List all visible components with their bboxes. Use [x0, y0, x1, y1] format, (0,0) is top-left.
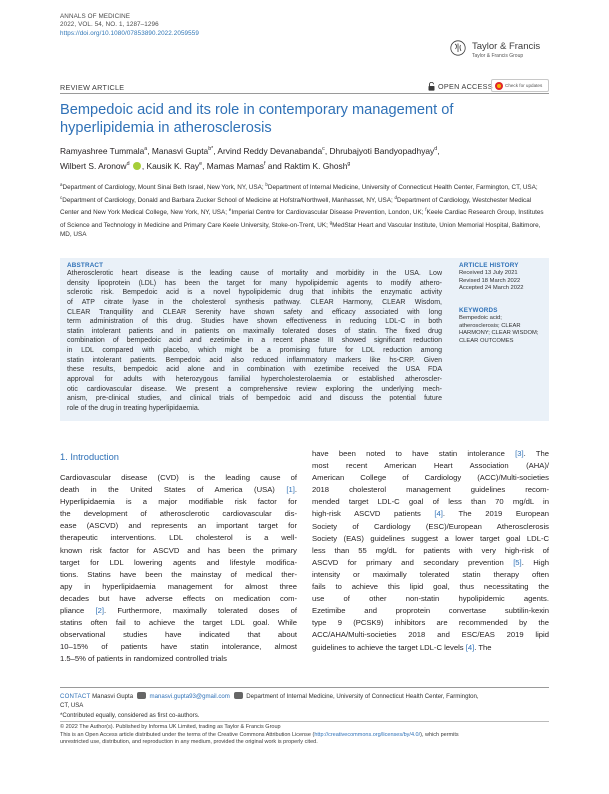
body-column-left [60, 472, 297, 666]
body-right-line: less than 55 mg/dL for patients with very high-risk of [312, 545, 549, 555]
body-right-line: mended target LDL-C goal of less than 70 mg/dL in [312, 497, 549, 507]
body-left-line: therapeutic interventions. LDL cholesterol is a well- [60, 533, 297, 543]
body-left-line: target for LDL lowering agents and lifestyle modifica- [60, 557, 297, 567]
body-right-line: use of other non-statin hypolipidemic agents. [312, 594, 549, 604]
title-line-2: hyperlipidemia in atherosclerosis [60, 120, 272, 136]
body-left-line: 1.5–5% of patients in randomized controlled trials [60, 654, 227, 664]
citation-link[interactable]: [4] [465, 642, 475, 652]
abstract-line: otic cardiovascular disease. We present a comprehensive review exploring the underlying mech- [67, 385, 442, 393]
abstract-line: approval for adults with heterozygous familial hypercholesterolaemia or established atheroscler- [67, 375, 442, 383]
body-right-line: high-risk ASCVD patients [4]. The 2019 European [312, 509, 549, 519]
publisher-sub: Taylor & Francis Group [472, 53, 524, 59]
body-right-line: type 9 (PCSK9) inhibitors are recommended by the [312, 618, 549, 628]
keyword-line: Bempedoic acid; [459, 315, 502, 321]
open-access-label: OPEN ACCESS [438, 82, 493, 91]
body-right-line: intensity or maximally tolerated statin therapy often [312, 569, 549, 579]
abstract-line: sclerotic risk. Bempedoic acid is a novel hypolipidemic drug that inhibits the enzymatic activity [67, 289, 442, 297]
body-left-line: observational studies have indicated that about [60, 630, 297, 640]
author[interactable]: Manasvi Gupta$^{b*}$ [151, 145, 214, 156]
body-left-line: death in the United States of America (USA) [1]. [60, 485, 297, 495]
body-column-right [312, 448, 549, 654]
abstract-line: density lipoprotein (LDL) has been the target for many hypolipidemic agents to modify athero- [67, 279, 442, 287]
abstract-line: anism, pre-clinical studies, and clinical trials of bempedoic acid and discuss the potential future [67, 395, 442, 403]
license-url[interactable]: http://creativecommons.org/licenses/by/4.0/ [314, 731, 421, 738]
abstract-text [67, 269, 442, 413]
address-icon [234, 692, 243, 699]
contact-info [60, 692, 549, 710]
citation-link[interactable]: [1] [286, 485, 295, 495]
license-text [60, 724, 549, 747]
abstract-line: CLEAR Tranquillity and CLEAR Serenity have shown safety and efficacy associated with long [67, 308, 442, 316]
article-type: REVIEW ARTICLE [60, 83, 125, 92]
author[interactable]: Dhrubajyoti Bandyopadhyay$^d$ [329, 145, 438, 156]
contribution-note: *Contributed equally, considered as first co-authors. [60, 712, 200, 719]
body-right-line: ASCVD for primary and secondary prevention [5]. High [312, 557, 549, 567]
abstract-line: Atherosclerotic heart disease is the leading cause of mortality and morbidity in the USA. Low [67, 270, 442, 277]
author[interactable]: Kausik K. Ray$^e$ [146, 160, 203, 171]
author[interactable]: Wilbert S. Aronow$^d$ [60, 160, 130, 171]
author[interactable]: Mamas Mamas$^f$ [206, 160, 266, 171]
publisher-name: Taylor & Francis [472, 41, 541, 52]
abstract-line: statin intolerant patients. Bempedoic acid also reduced inflammatory markers like hs-CRP. Given [67, 356, 442, 364]
license-divider [60, 721, 549, 722]
orcid-icon[interactable] [133, 162, 141, 170]
body-left-line: Cardiovascular disease (CVD) is the leading cause of [60, 473, 297, 482]
citation-link[interactable]: [4] [434, 509, 443, 519]
received-date: Received 13 July 2021 [459, 270, 518, 276]
keyword-line: HARMONY; CLEAR WISDOM; [459, 330, 539, 336]
body-right-line: 2018 cholesterol management guidelines recom- [312, 485, 549, 495]
author[interactable]: Raktim K. Ghosh$^g$ [284, 160, 351, 171]
abstract-line: in LDL compared with placebo, which might be a promising future for LDL reduction among [67, 347, 442, 354]
check-updates-label: Check for updates [505, 83, 543, 88]
abstract-heading: ABSTRACT [67, 262, 104, 269]
body-right-line: Ezetimibe and proprotein convertase subtilin-kexin [312, 606, 549, 616]
check-updates-button[interactable] [491, 79, 549, 92]
journal-name: ANNALS OF MEDICINE [60, 13, 131, 20]
citation-link[interactable]: [5] [513, 557, 522, 567]
affiliations: $^a$Department of Cardiology, Mount Sinai Beth Israel, New York, NY, USA; $^b$Department of Internal Medicine, University of Connecticut Health Center, Farmington, CT, USA; $^c$Department of Cardiology, Donald and Barbara Zucker School of Medicine at Hofstra/Northwell, Manhasset, NY, USA; $^d$Department of Cardiology, Westchester Medical Center and New York Medical College, New York, NY, USA; $^e$Imperial Centre for Cardiovascular Disease Prevention, London, UK; $^f$Keele Cardiac Research Group, Institutes of Science and Technology in Medicine and Primary Care Keele University, Stoke-on-Trent, UK; $^g$MedStar Heart and Vascular Institute, Union Memorial Hospital, Baltimore, MD, USA [60, 182, 544, 239]
copyright-line: © 2022 The Author(s). Published by Informa UK Limited, trading as Taylor & Francis Group [60, 724, 281, 730]
footer-divider [60, 687, 549, 688]
article-history-heading: ARTICLE HISTORY [459, 262, 519, 269]
revised-date: Revised 18 March 2022 [459, 277, 521, 284]
body-right-line: ACC/AHA/Multi-societies 2018 and ESC/EAS 2019 lipid [312, 630, 549, 640]
taylor-francis-logo-icon [450, 40, 466, 56]
abstract-line: role of the drug in treating hyperlipidaemia. [67, 404, 200, 412]
contact-address-2: CT, USA [60, 701, 84, 709]
contact-name: Manasvi Gupta [92, 693, 134, 700]
abstract-line: combination of bempedoic acid and ezetimibe in a recent phase III showed significant reduction [67, 337, 442, 345]
abstract-line: statin intolerant patients and in patients on maximally tolerated doses of statin. The fixed drug [67, 327, 442, 335]
body-left-line: ease (ASCVD) and represents an important target for [60, 521, 297, 531]
email-icon [137, 692, 146, 699]
doi-link[interactable]: https://doi.org/10.1080/07853890.2022.2059559 [60, 29, 199, 37]
article-history [459, 270, 544, 293]
license-line-3: unrestricted use, distribution, and reproduction in any medium, provided the original work is properly cited. [60, 739, 318, 746]
author[interactable]: Arvind Reddy Devanabanda$^c$ [217, 145, 325, 156]
body-right-line: guidelines to achieve the target LDL-C levels [4]. The [312, 642, 492, 652]
article-title [60, 101, 549, 137]
crossmark-icon [495, 82, 503, 90]
citation-link[interactable]: [2] [95, 606, 104, 616]
body-right-line: have been noted to have statin intolerance [3]. The [312, 449, 549, 458]
body-left-line: statins often fail to achieve the target LDL goal. While [60, 618, 297, 628]
section-heading-introduction: 1. Introduction [60, 452, 119, 462]
open-lock-icon [428, 82, 435, 91]
body-right-line: fails to achieve this lipid goal, thus necessitating the [312, 582, 549, 592]
header-divider [60, 93, 549, 94]
body-right-line: American College of Cardiology (ACC)/Multi-societies [312, 473, 549, 483]
body-left-line: Hyperlipidaemia is a major modifiable risk factor for [60, 497, 297, 507]
keyword-line: CLEAR OUTCOMES [459, 337, 514, 344]
contact-address: Department of Internal Medicine, University of Connecticut Health Center, Farmington, [246, 693, 479, 700]
body-right-line: Society (EAS) guidelines suggest a lower target goal LDL-C [312, 533, 549, 543]
keyword-line: atherosclerosis; CLEAR [459, 322, 521, 329]
body-right-line: Society of Cardiology (ESC)/European Atherosclerosis [312, 521, 549, 531]
body-left-line: known risk factor for ASCVD and has been the primary [60, 545, 297, 555]
body-left-line: tions. Statins have been the mainstay of medical ther- [60, 569, 297, 579]
body-left-line: pliance [2]. Furthermore, maximally tolerated doses of [60, 606, 297, 616]
accepted-date: Accepted 24 March 2022 [459, 285, 524, 291]
author-list: Ramyashree Tummala$^a$, Manasvi Gupta$^{b*}$, Arvind Reddy Devanabanda$^c$, Dhrubajyoti Bandyopadhyay$^d$, Wilbert S. Aronow$^d$ , Kausik K. Ray$^e$, Mamas Mamas$^f$ and Raktim K. Ghosh$^g$ [60, 145, 440, 171]
abstract-line: of ATP citrate lyase in the cholesterol synthesis pathway. CLEAR Harmony, CLEAR Wisdom, [67, 298, 442, 306]
journal-header [60, 13, 199, 38]
license-line-2b: ), which permits [420, 731, 459, 738]
body-left-line: decades but have adverse effects on medication com- [60, 593, 297, 603]
abstract-line: these results, bempedoic acid alone and in combination with ezetimibe received the USA FDA [67, 366, 442, 374]
journal-volume: 2022, VOL. 54, NO. 1, 1287–1296 [60, 21, 159, 29]
citation-link[interactable]: [3] [515, 449, 524, 458]
keywords-heading: KEYWORDS [459, 307, 498, 314]
abstract-line: term administration of this drug. Studies have shown effectiveness in reducing LDL-C in both [67, 318, 442, 326]
body-left-line: 10–15% of patients have statin intolerance, almost [60, 642, 297, 652]
title-line-1: Bempedoic acid and its role in contemporary management of [60, 102, 454, 118]
body-left-line: apy in hyperlipidaemia management for almost three [60, 581, 297, 591]
body-right-line: most recent American Heart Association (AHA)/ [312, 461, 549, 471]
open-access-badge [428, 82, 493, 91]
license-line-2a: This is an Open Access article distributed under the terms of the Creative Commons Attribution License ( [60, 731, 315, 738]
contact-label: CONTACT [60, 693, 91, 700]
author[interactable]: Ramyashree Tummala$^a$ [60, 145, 148, 156]
body-left-line: the development of atherosclerotic cardiovascular dis- [60, 509, 297, 519]
keywords-list [459, 315, 544, 345]
contact-email[interactable]: manasvi.gupta93@gmail.com [149, 693, 230, 700]
